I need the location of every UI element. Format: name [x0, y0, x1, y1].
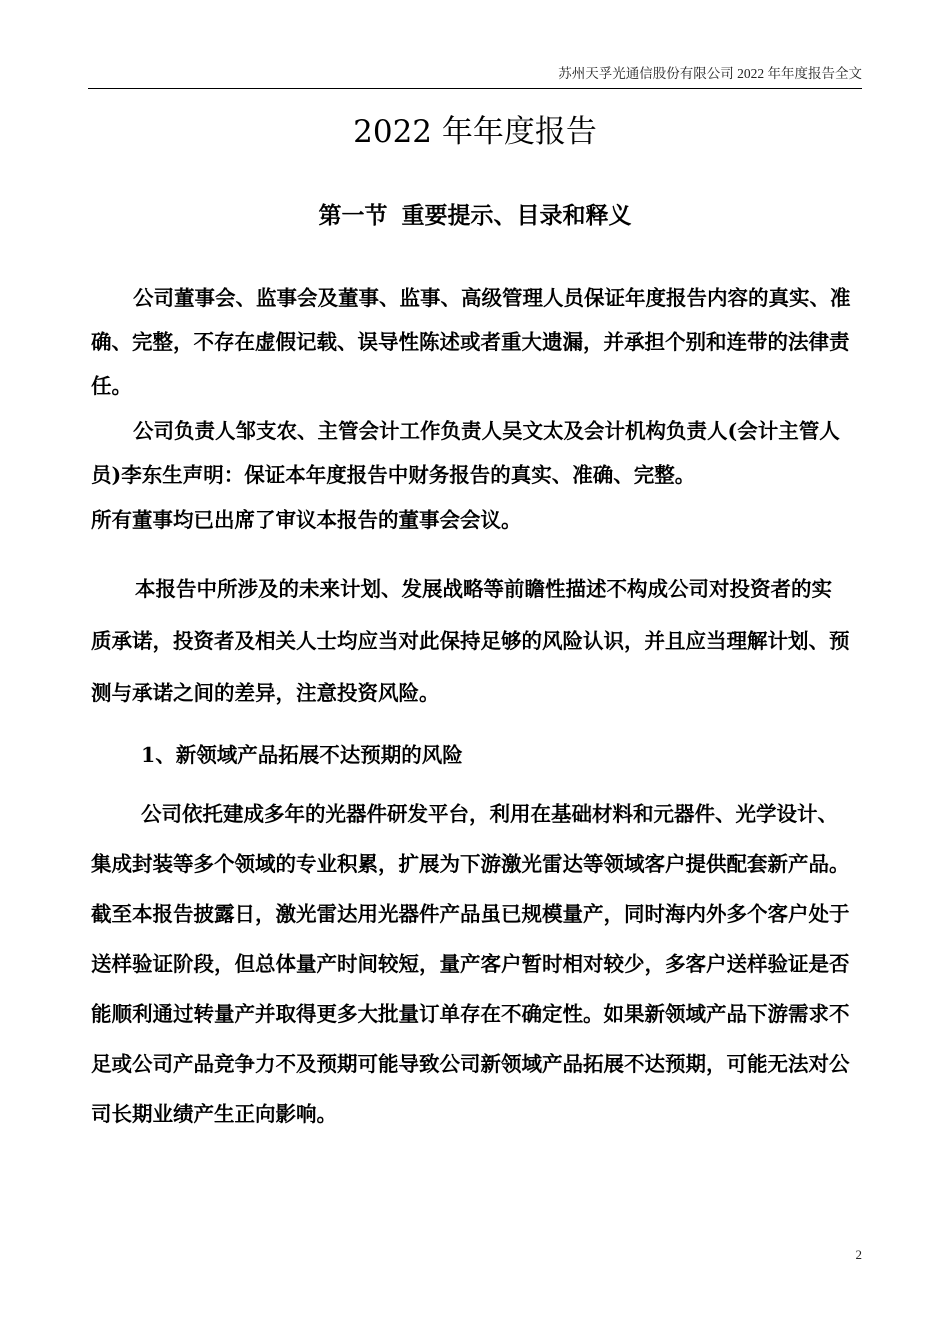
running-header: 苏州天孚光通信股份有限公司 2022 年年度报告全文 — [558, 66, 862, 81]
forward-looking-disclaimer: 本报告中所涉及的未来计划、发展战略等前瞻性描述不构成公司对投资者的实质承诺，投资者及相关人士均应当对此保持足够的风险认识，并且应当理解计划、预测与承诺之间的差异，注意投资风险。 — [91, 577, 850, 705]
section-number: 第一节 — [318, 202, 388, 229]
section-title — [88, 198, 862, 234]
board-attendance-statement: 所有董事均已出席了审议本报告的董事会会议。 — [91, 508, 522, 532]
risk-heading: 1、新领域产品拓展不达预期的风险 — [141, 743, 463, 767]
header-rule — [88, 88, 862, 89]
document-title: 2022 年年度报告 — [353, 114, 597, 150]
risk-description: 公司依托建成多年的光器件研发平台，利用在基础材料和元器件、光学设计、集成封装等多个领域的专业积累，扩展为下游激光雷达等领域客户提供配套新产品。截至本报告披露日，激光雷达用光器件产品虽已规模量产，同时海内外多个客户处于送样验证阶段，但总体量产时间较短，量产客户暂时相对较少，多客户送样验证是否能顺利通过转量产并取得更多大批量订单存在不确定性。如果新领域产品下游需求不足或公司产品竞争力不及预期可能导致公司新领域产品拓展不达预期，可能无法对公司长期业绩产生正向影响。 — [91, 802, 850, 1126]
page-number: 2 — [855, 1247, 862, 1262]
financial-report-declaration: 公司负责人邹支农、主管会计工作负责人吴文太及会计机构负责人(会计主管人员)李东生声明：保证本年度报告中财务报告的真实、准确、完整。 — [91, 419, 840, 487]
responsibility-statement: 公司董事会、监事会及董事、监事、高级管理人员保证年度报告内容的真实、准确、完整，不存在虚假记载、误导性陈述或者重大遗漏，并承担个别和连带的法律责任。 — [91, 286, 851, 398]
section-name: 重要提示、目录和释义 — [401, 202, 632, 229]
